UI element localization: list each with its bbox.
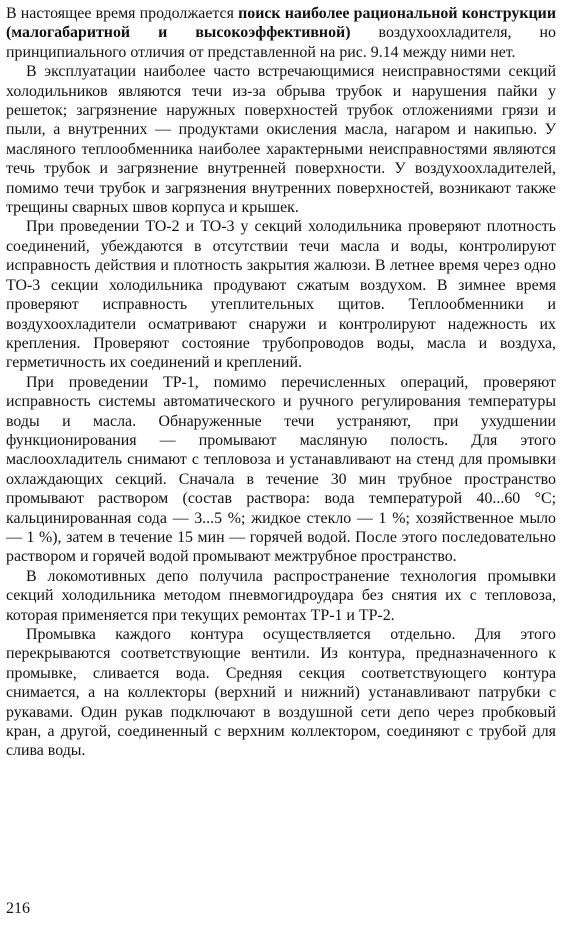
paragraph-1-run-1: В настоящее время продолжается <box>6 5 239 22</box>
paragraph-2: В эксплуатации наиболее часто встречающимися неисправностями секций холодильников являются течи из-за обрыва трубок и нарушения пайки у решеток; загрязнение наружных поверхностей трубок отложениями грязи и пыли, а внутренних — продуктами окисления масла, нагаром и накипью. У масляного теплообменника наиболее характерными неисправностями являются течь трубок и загрязнение внутренней поверхности. У воздухоохладителей, помимо течи трубок и загрязнения внутренних поверхностей, возникают также трещины сварных швов корпуса и крышек. <box>6 63 556 217</box>
paragraph-1-bold-run: поиск наиболее рациональной конструкции (малогабаритной и высокоэффективной) <box>6 5 556 42</box>
paragraph-1 <box>6 4 556 62</box>
page-number: 216 <box>6 900 30 917</box>
paragraph-5: В локомотивных депо получила распространение технология промывки секций холодильника методом пневмогидроудара без снятия их с тепловоза, которая применяется при текущих ремонтах ТР-1 и ТР-2. <box>6 567 556 624</box>
paragraph-4: При проведении ТР-1, помимо перечисленных операций, проверяют исправность системы автоматического и ручного регулирования температуры воды и масла. Обнаруженные течи устраняют, при ухудшении функционирования — промывают масляную полость. Для этого маслоохладитель снимают с тепловоза и устанавливают на стенд для промывки охлаждающих секций. Сначала в течение 30 мин трубное пространство промывают раствором (состав раствора: вода температурой 40...60 °С; кальцинированная сода — 3...5 %; жидкое стекло — 1 %; хозяйственное мыло — 1 %), затем в течение 15 мин — горячей водой. После этого последовательно раствором и горячей водой промывают межтрубное пространство. <box>6 373 556 566</box>
document-page <box>6 4 556 761</box>
paragraph-3: При проведении ТО-2 и ТО-3 у секций холодильника проверяют плотность соединений, убеждаются в отсутствии течи масла и воды, контролируют исправность действия и плотность закрытия жалюзи. В летнее время через одно ТО-3 секции холодильника продувают сжатым воздухом. В зимнее время проверяют исправность утеплительных щитов. Теплообменники и воздухоохладители осматривают снаружи и контролируют надежность их крепления. Проверяют состояние трубопроводов воды, масла и воздуха, герметичность их соединений и креплений. <box>6 218 556 372</box>
paragraph-1-run-3: воздухоохладителя, но принципиального отличия от представленной на рис. 9.14 между ними нет. <box>6 24 556 61</box>
paragraph-6: Промывка каждого контура осуществляется отдельно. Для этого перекрываются соответствующие вентили. Из контура, предназначенного к промывке, сливается вода. Средняя секция соответствующего контура снимается, а на коллекторы (верхний и нижний) устанавливают патрубки с рукавами. Один рукав подключают в воздушной сети депо через пробковый кран, а другой, соединенный с верхним коллектором, соединяют с трубой для слива воды. <box>6 626 556 760</box>
